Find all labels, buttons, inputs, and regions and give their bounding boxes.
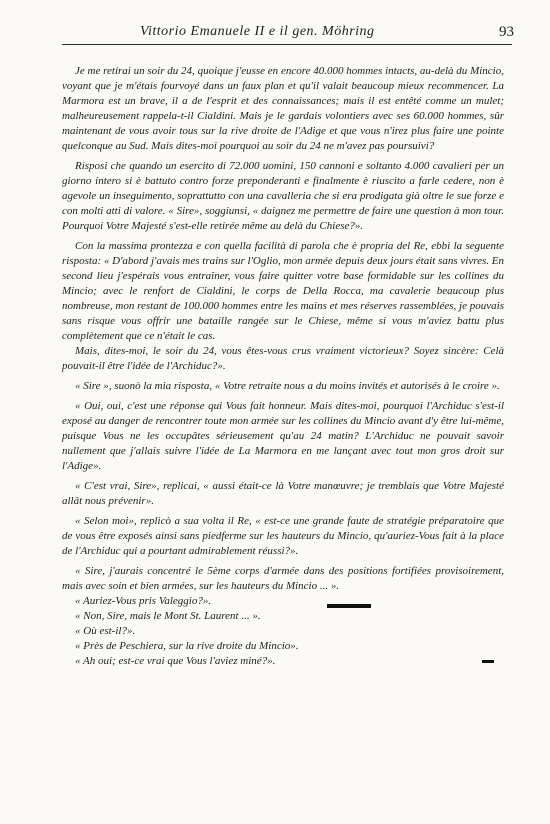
ink-underline-mark-small (482, 660, 494, 663)
paragraph-6: « Oui, oui, c'est une réponse qui Vous fait honneur. Mais dites-moi, pourquoi l'Archiduc s'est-il exposé au danger de rencontrer toute mon armée sur les collines du Mincio avant d'y être lui-même, puisque Vous ne les occupâtes sérieusement qu'au 24 matin? L'Archiduc ne pouvait savoir nullement que j'allais suivre l'idée de La Marmora en me lançant avec tout mon gros droit sur l'Adige». (62, 400, 504, 472)
paragraph-5: « Sire », suonò la mia risposta, « Votre retraite nous a du moins invités et autorisés à le croire ». (75, 380, 500, 392)
header-title: Vittorio Emanuele II e il gen. Möhring (140, 24, 375, 39)
paragraph-9: « Sire, j'aurais concentré le 5ème corps d'armée dans des positions fortifiées provisoirement, mais avec soin et bien armées, sur les hauteurs du Mincio ... ». (62, 565, 504, 592)
page-number: 93 (499, 24, 514, 40)
paragraph-13: « Près de Peschiera, sur la rive droite du Mincio». (75, 640, 299, 652)
paragraph-7: « C'est vrai, Sire», replicai, « aussi était-ce là Votre manœuvre; je tremblais que Votre Majesté allât nous prévenir». (62, 480, 504, 507)
page-body (62, 64, 504, 669)
ink-underline-mark (327, 604, 371, 608)
paragraph-10: « Auriez-Vous pris Valeggio?». (75, 595, 212, 607)
paragraph-8: « Selon moi», replicò a sua volta il Re, « est-ce une grande faute de stratégie préparatoire que de vous être exposés ainsi sans piedferme sur les hauteurs du Mincio, qu'auriez-Vous fait à la place de l'Archiduc qui a pourtant admirablement réussi?». (62, 515, 504, 557)
paragraph-12: « Où est-il?». (75, 625, 136, 637)
paragraph-2: Risposi che quando un esercito di 72.000 uomini, 150 cannoni e soltanto 4.000 cavalieri per un giorno intero si è battuto contro forze preponderanti e finalmente è riuscito a farle cedere, non è agevole un inseguimento, soprattutto con una cavalleria che si era prodigata già oltre le sue forze e con molti atti di valore. « Sire», soggiunsi, « daignez me permettre de faire une question à mon tour. Pourquoi Votre Majesté s'est-elle retirée même au delà du Chiese?». (62, 160, 504, 232)
paragraph-14: « Ah oui; est-ce vrai que Vous l'aviez miné?». (75, 655, 276, 667)
paragraph-3: Con la massima prontezza e con quella facilità di parola che è propria del Re, ebbi la seguente risposta: « D'abord j'avais mes trains sur l'Oglio, mon armée depuis deux jours était sans vivres. En second lieu j'espérais vous entraîner, vous faire quitter votre base formidable sur les collines du Mincio; avec le renfort de Cialdini, le corps de Della Rocca, ma cavalerie beaucoup plus nombreuse, mon restant de 100.000 hommes entre les mains et mes réserves rassemblées, je pouvais sans risque vous offrir une bataille rangée sur le Chiese, même si vous m'aviez battu plus complètement que ce n'était le cas. (62, 240, 504, 342)
paragraph-4: Mais, dites-moi, le soir du 24, vous êtes-vous crus vraiment victorieux? Soyez sincère: Celà pouvait-il être l'idée de l'Archiduc?». (62, 345, 504, 372)
paragraph-1: Je me retirai un soir du 24, quoique j'eusse en encore 40.000 hommes intacts, au-delà du Mincio, voyant que je m'étais fourvoyé dans un faux plan et qu'il valait beaucoup mieux recommencer. La Marmora est un brave, il a de l'esprit et des connaissances; mais il est entêté comme un mulet; malheureusement rappela-t-il Cialdini. Mais je le gardais volontiers avec ses 60.000 hommes, sûr maintenant de vous avoir tous sur la rive droite de l'Adige et que vous n'irez plus faire une pointe quelconque au Sud. Mais dites-moi pourquoi au soir du 24 ne m'avez pas poursuivi? (62, 65, 504, 152)
paragraph-11: « Non, Sire, mais le Mont St. Laurent ... ». (75, 610, 261, 622)
running-header (62, 24, 512, 45)
